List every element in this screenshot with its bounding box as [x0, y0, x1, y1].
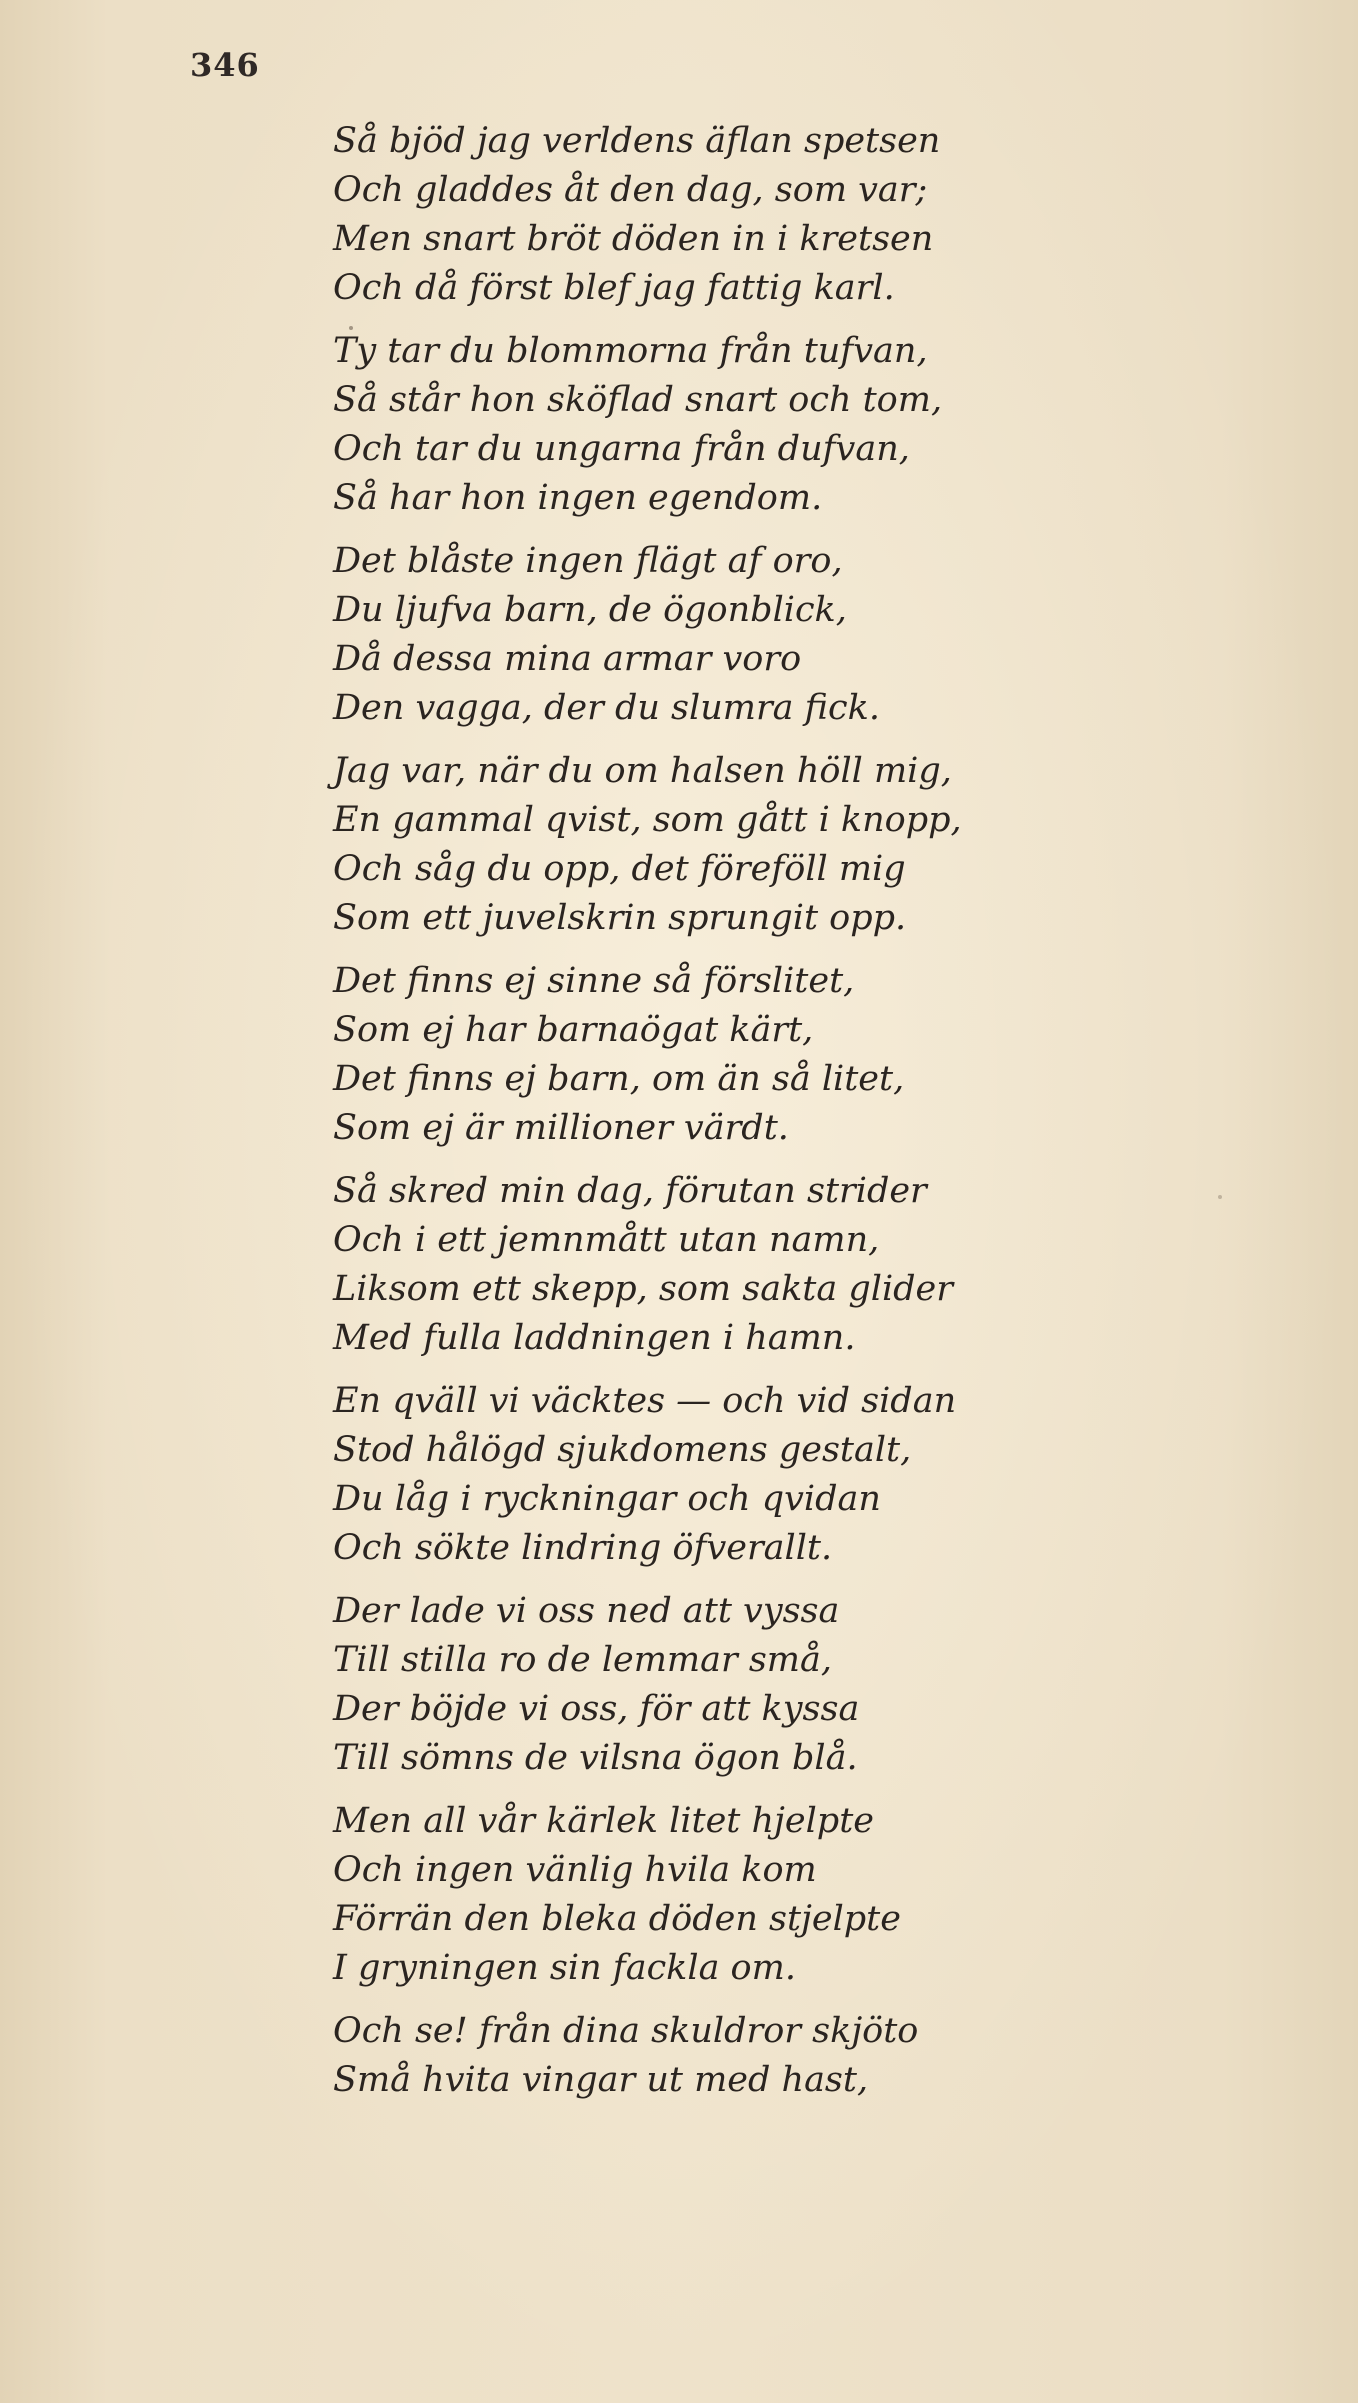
verse-line: Och såg du opp, det föreföll mig [333, 849, 906, 889]
verse-line: Så står hon sköflad snart och tom, [333, 380, 943, 420]
verse-line: Och i ett jemnmått utan namn, [333, 1220, 880, 1260]
verse-line: Du ljufva barn, de ögonblick, [333, 590, 847, 630]
stanza [333, 747, 1153, 943]
stanza [333, 957, 1153, 1153]
verse-line: Jag var, när du om halsen höll mig, [333, 751, 952, 791]
verse-line: Så skred min dag, förutan strider [333, 1171, 927, 1211]
verse-line: Ty tar du blommorna från tufvan, [333, 331, 928, 371]
verse-line: Till sömns de vilsna ögon blå. [333, 1738, 858, 1778]
stanza [333, 117, 1153, 313]
stanza [333, 1377, 1153, 1573]
verse-line: Och då först blef jag fattig karl. [333, 268, 895, 308]
verse-line: Det finns ej sinne så förslitet, [333, 961, 855, 1001]
stanza [333, 2007, 1153, 2105]
verse-line: Men all vår kärlek litet hjelpte [333, 1801, 874, 1841]
stanza [333, 1797, 1153, 1993]
verse-line: Så har hon ingen egendom. [333, 478, 823, 518]
verse-line: Och sökte lindring öfverallt. [333, 1528, 833, 1568]
verse-line: Som ett juvelskrin sprungit opp. [333, 898, 907, 938]
verse-line: Och gladdes åt den dag, som var; [333, 170, 928, 210]
verse-line: Men snart bröt döden in i kretsen [333, 219, 934, 259]
verse-line: Till stilla ro de lemmar små, [333, 1640, 832, 1680]
verse-line: Små hvita vingar ut med hast, [333, 2060, 869, 2100]
verse-line: Du låg i ryckningar och qvidan [333, 1479, 881, 1519]
verse-line: Liksom ett skepp, som sakta glider [333, 1269, 953, 1309]
verse-line: Der lade vi oss ned att vyssa [333, 1591, 840, 1631]
verse-line: Förrän den bleka döden stjelpte [333, 1899, 901, 1939]
verse-line: Som ej har barnaögat kärt, [333, 1010, 814, 1050]
verse-line: Och tar du ungarna från dufvan, [333, 429, 910, 469]
verse-line: Der böjde vi oss, för att kyssa [333, 1689, 860, 1729]
verse-line: Med fulla laddningen i hamn. [333, 1318, 856, 1358]
verse-line: Och ingen vänlig hvila kom [333, 1850, 817, 1890]
verse-line: Så bjöd jag verldens äflan spetsen [333, 121, 941, 161]
verse-line: Det blåste ingen flägt af oro, [333, 541, 843, 581]
stanza [333, 1587, 1153, 1783]
verse-line: Och se! från dina skuldror skjöto [333, 2011, 919, 2051]
verse-line: Stod hålögd sjukdomens gestalt, [333, 1430, 912, 1470]
verse-line: I gryningen sin fackla om. [333, 1948, 796, 1988]
verse-line: Den vagga, der du slumra fick. [333, 688, 880, 728]
verse-line: En gammal qvist, som gått i knopp, [333, 800, 962, 840]
verse-line: En qväll vi väcktes — och vid sidan [333, 1381, 957, 1421]
verse-line: Det finns ej barn, om än så litet, [333, 1059, 905, 1099]
stanza [333, 537, 1153, 733]
stanza [333, 1167, 1153, 1363]
verse-line: Som ej är millioner värdt. [333, 1108, 789, 1148]
poem [333, 117, 1153, 2119]
ink-speck [1218, 1195, 1222, 1199]
stanza [333, 327, 1153, 523]
verse-line: Då dessa mina armar voro [333, 639, 802, 679]
page-number: 346 [190, 46, 260, 84]
